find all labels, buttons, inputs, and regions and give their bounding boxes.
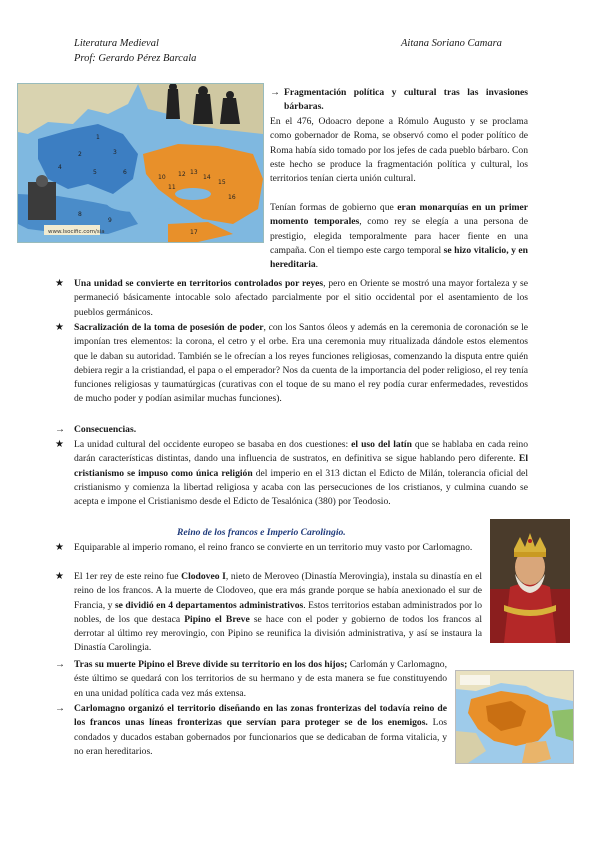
barbarian-kingdoms-map [17, 83, 264, 243]
arrow-icon: → [270, 87, 280, 98]
course-title: Literatura Medieval [74, 38, 159, 49]
map-number: 13 [190, 169, 198, 176]
star-icon: ★ [55, 571, 64, 582]
list-item: Consecuencias. [74, 424, 137, 435]
star-icon: ★ [55, 542, 64, 553]
list-item: Carlomagno organizó el territorio diseñando en las zonas fronterizas del todavía reino de los francos unas líneas fronterizas que servían para proteger se de los enemigos. Los condados y ducados estaban gobernados por funcionarios que se dedicaban de forma vitalicia, y no eran hereditarios. [74, 703, 448, 757]
section-title: Reino de los francos e Imperio Carolingio. [177, 527, 346, 538]
charlemagne-portrait [490, 519, 570, 643]
map-number: 5 [93, 169, 97, 176]
arrow-icon: → [55, 703, 65, 714]
map-number: 2 [78, 151, 82, 158]
star-icon: ★ [55, 322, 64, 333]
map-number: 1 [96, 134, 100, 141]
arrow-icon: → [55, 424, 65, 435]
paragraph: Tenían formas de gobierno que eran monarquías en un primer momento temporales, como rey se elegía a una persona de prestigio, elegida temporalmente para hacer fiente en una campaña. Con el tiempo este cargo temporal se hizo vitalicio, y en hereditaria. [270, 202, 528, 271]
carolingian-empire-map [455, 670, 574, 764]
paragraph: En el 476, Odoacro depone a Rómulo Augusto y se proclama como gobernador de Roma, se observó como el poder político de Roma había sido tomado por los jefes de cada pueblo bárbaro. Con este hecho se produce la fragmentación política y cultural, los territorios tenían cierta unión cultural. [270, 116, 528, 185]
section-title: Fragmentación política y cultural tras las invasiones bárbaras. [284, 87, 528, 113]
map-number: 4 [58, 164, 62, 171]
list-item: Una unidad se convierte en territorios controlados por reyes, pero en Oriente se mostró una mayor fortaleza y se permaneció básicamente intocable solo afectado parcialmente por el sitio occidental por el asentamiento de los pueblos germánicos. [74, 278, 529, 318]
list-item: La unidad cultural del occidente europeo se basaba en dos cuestiones: el uso del latín que se hablaba en cada reino darán características distintas, dando una influencia de sustratos, en definitiva se sigue hablando pero diferente. El cristianismo se impuso como única religión del imperio en el 313 dictan el Edicto de Milán, tolerancia oficial del cristianismo y comienza la libertad religiosa y acaba con las persecuciones de los cristianos, y culmina cuando se acepta e impone el Cristianismo desde el Edicto de Tesalónica (380) por Teodosio. [74, 439, 528, 508]
map-number: 14 [203, 174, 211, 181]
map-number: 6 [123, 169, 127, 176]
map-number: 17 [190, 229, 198, 236]
list-item: Sacralización de la toma de posesión de poder, con los Santos óleos y además en la ceremonia de coronación se le imponían tres elementos: la corona, el cetro y el orbe. Era una ceremonia muy ritualizada dándole estos elementos que le daban su autoridad. También se le ofrecían a los reyes funciones religiosas, comenzando la disputa entre quién debiera regir a la cristiandad, el papa o el emperador? Nos da cuenta de la importancia del poder religioso, el rey tenía funciones religiosas y taumatúrgicas (curativas con el toque de su mano el rey podía curar enfermedades, revestidos de mucho poder y podían asimilar muchas funciones). [74, 322, 528, 405]
map-number: 12 [178, 171, 186, 178]
map-number: 8 [78, 211, 82, 218]
list-item: El 1er rey de este reino fue Clodoveo I, nieto de Meroveo (Dinastía Merovingia), instala su dinastía en el reino de los francos. A la muerte de Clodoveo, que era más grande porque se había anexionado el sur de Francia, y se dividió en 4 departamentos administrativos. Estos territorios estaban administrados por lo nobles, de los que destaca Pipino el Breve se hace con el poder y gobierno de todos los francos al derrotar al último rey merovingio, con Pipino se reunifica la división administrativa, y así se instaura la Dinastía Carolingia. [74, 571, 483, 654]
star-icon: ★ [55, 278, 64, 289]
map-number: 9 [108, 217, 112, 224]
list-item: Tras su muerte Pipino el Breve divide su territorio en los dos hijos; Carlomán y Carlomagno, éste último se quedará con los territorios de su hermano y de esta manera se fue constituyendo en una unidad política cada vez más extensa. [74, 659, 447, 699]
map-number: 11 [168, 184, 176, 191]
star-icon: ★ [55, 439, 64, 450]
list-item: Equiparable al imperio romano, el reino franco se convierte en un territorio muy vasto por Carlomagno. [74, 542, 473, 553]
map-number: 3 [113, 149, 117, 156]
professor-name: Prof: Gerardo Pérez Barcala [74, 53, 197, 64]
author-name: Aitana Soriano Camara [401, 38, 502, 49]
map-url: www.lsocific.com/sia [48, 229, 105, 235]
map-number: 16 [228, 194, 236, 201]
map-number: 15 [218, 179, 226, 186]
arrow-icon: → [55, 659, 65, 670]
map-number: 10 [158, 174, 166, 181]
